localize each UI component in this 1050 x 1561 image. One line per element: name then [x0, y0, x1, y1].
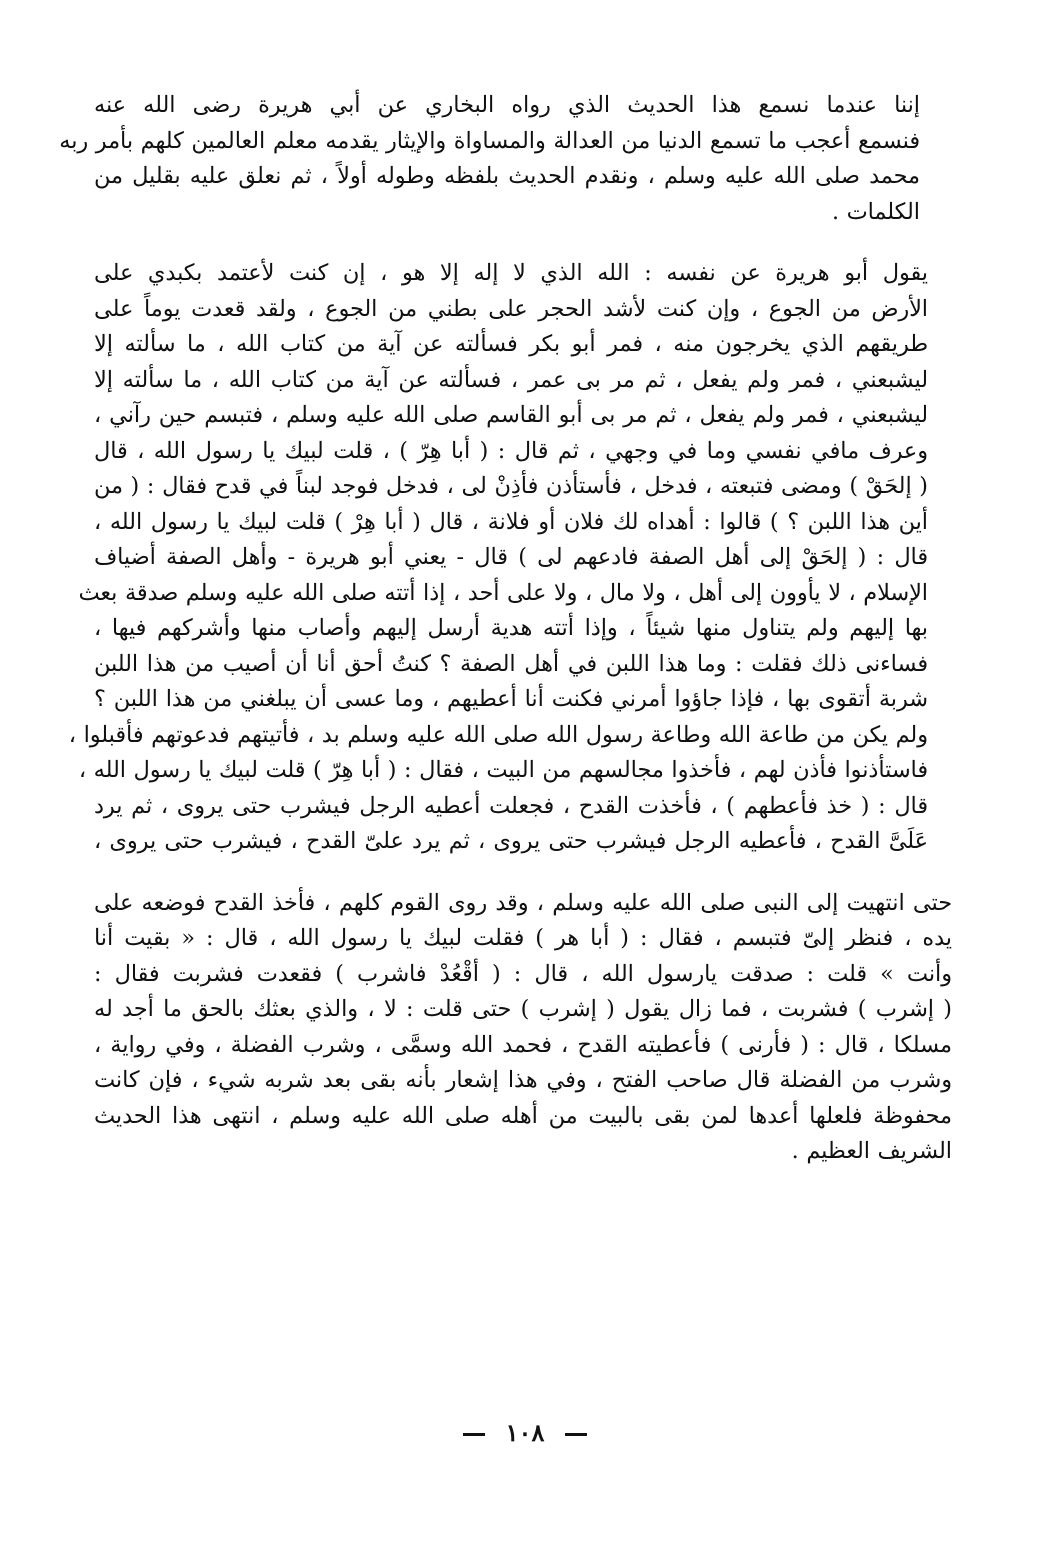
text-line: أين هذا اللبن ؟ ) قالوا : أهداه لك فلان أو فلانة ، قال ( أبا هِرْ ) قلت لبيك يا رسول الله ، — [94, 508, 928, 535]
page-number-dash — [463, 1433, 485, 1436]
text-line: قال : ( خذ فأعطهم ) ، فأخذت القدح ، فجعلت أعطيه الرجل فيشرب حتى يروى ، ثم يرد — [94, 792, 928, 819]
text-line: وشرب من الفضلة قال صاحب الفتح ، وفي هذا إشعار بأنه بقى بعد شربه شيء ، فإن كانت — [94, 1067, 952, 1093]
text-line: الشريف العظيم . — [791, 1138, 952, 1164]
text-line: ( إشرب ) فشربت ، فما زال يقول ( إشرب ) حتى قلت : لا ، والذي بعثك بالحق ما أجد له — [94, 996, 952, 1022]
page-number-dash — [565, 1433, 587, 1436]
page-body — [59, 88, 952, 1170]
text-line: قال : ( إلحَقْ إلى أهل الصفة فادعهم لى ) قال - يعني أبو هريرة - وأهل الصفة أضياف — [94, 544, 928, 570]
text-line: ( إلحَقْ ) ومضى فتبعته ، فدخل ، فأستأذن فأذِنْ لى ، فدخل فوجد لبناً في قدح فقال : ( من — [94, 473, 928, 499]
text-line: ليشبعني ، فمر ولم يفعل ، ثم مر بى عمر ، فسألته عن آية من كتاب الله ، ما سألته إلا — [94, 366, 928, 393]
page-number — [0, 1418, 1050, 1447]
text-line: يده ، فنظر إلىّ فتبسم ، فقال : ( أبا هر ) فقلت لبيك يا رسول الله ، قال : « بقيت أنا — [94, 925, 952, 951]
paragraph-hadith — [68, 256, 952, 860]
text-line: وعرف مافي نفسي وما في وجهي ، ثم قال : ( أبا هِرّ ) ، قلت لبيك يا رسول الله ، قال — [94, 437, 928, 464]
page-number-value: ١٠٨ — [505, 1418, 545, 1447]
text-line: طريقهم الذي يخرجون منه ، فمر أبو بكر فسألته عن آية من كتاب الله ، ما سألته إلا — [94, 331, 928, 357]
text-line: عَلَىَّ القدح ، فأعطيه الرجل فيشرب حتى يروى ، ثم يرد علىّ القدح ، فيشرب حتى يروى ، — [94, 828, 928, 854]
text-line: إننا عندما نسمع هذا الحديث الذي رواه البخاري عن أبي هريرة رضى الله عنه — [94, 92, 920, 118]
text-line: مسلكا ، قال : ( فأرنى ) فأعطيته القدح ، فحمد الله وسمَّى ، وشرب الفضلة ، وفي رواية ، — [94, 1031, 952, 1058]
paragraph-intro — [59, 88, 952, 230]
paragraph-conclusion — [94, 886, 952, 1170]
text-line: حتى انتهيت إلى النبى صلى الله عليه وسلم ، وقد روى القوم كلهم ، فأخذ القدح فوضعه على — [94, 889, 952, 916]
text-line: وأنت » قلت : صدقت يارسول الله ، قال : ( أقْعُدْ فاشرب ) فقعدت فشربت فقال : — [94, 960, 952, 987]
text-line: بها إليهم ولم يتناول منها شيئاً ، وإذا أتته هدية أرسل إليهم وأصاب منها وأشركهم فيها ، — [94, 615, 928, 641]
text-line: محمد صلى الله عليه وسلم ، ونقدم الحديث بلفظه وطوله أولاً ، ثم نعلق عليه بقليل من — [94, 163, 920, 189]
text-line: شربة أتقوى بها ، فإذا جاؤوا أمرني فكنت أنا أعطيهم ، وما عسى أن يبلغني من هذا اللبن ؟ — [94, 686, 928, 712]
text-line: الأرض من الجوع ، وإن كنت لأشد الحجر على بطني من الجوع ، ولقد قعدت يوماً على — [94, 295, 928, 322]
text-line: محفوظة فلعلها أعدها لمن بقى بالبيت من أهله صلى الله عليه وسلم ، انتهى هذا الحديث — [94, 1102, 952, 1129]
text-line: فنسمع أعجب ما تسمع الدنيا من العدالة والمساواة والإيثار يقدمه معلم العالمين كلهم بأمر ربه — [59, 127, 920, 154]
text-line: ولم يكن من طاعة الله وطاعة رسول الله صلى الله عليه وسلم بد ، فأتيتهم فدعوتهم فأقبلوا ، — [68, 721, 928, 748]
text-line: فاستأذنوا فأذن لهم ، فأخذوا مجالسهم من البيت ، فقال : ( أبا هِرّ ) قلت لبيك يا رسول الله ، — [78, 757, 928, 783]
text-line: يقول أبو هريرة عن نفسه : الله الذي لا إله إلا هو ، إن كنت لأعتمد بكبدي على — [94, 260, 928, 286]
text-line: فساءنى ذلك فقلت : وما هذا اللبن في أهل الصفة ؟ كنتُ أحق أنا أن أصيب من هذا اللبن — [94, 650, 928, 677]
text-line: الكلمات . — [831, 198, 920, 225]
text-line: الإسلام ، لا يأوون إلى أهل ، ولا مال ، ولا على أحد ، إذا أتته صلى الله عليه وسلم صدقة بعث — [78, 579, 928, 606]
text-line: ليشبعني ، فمر ولم يفعل ، ثم مر بى أبو القاسم صلى الله عليه وسلم ، فتبسم حين رآني ، — [94, 402, 928, 428]
